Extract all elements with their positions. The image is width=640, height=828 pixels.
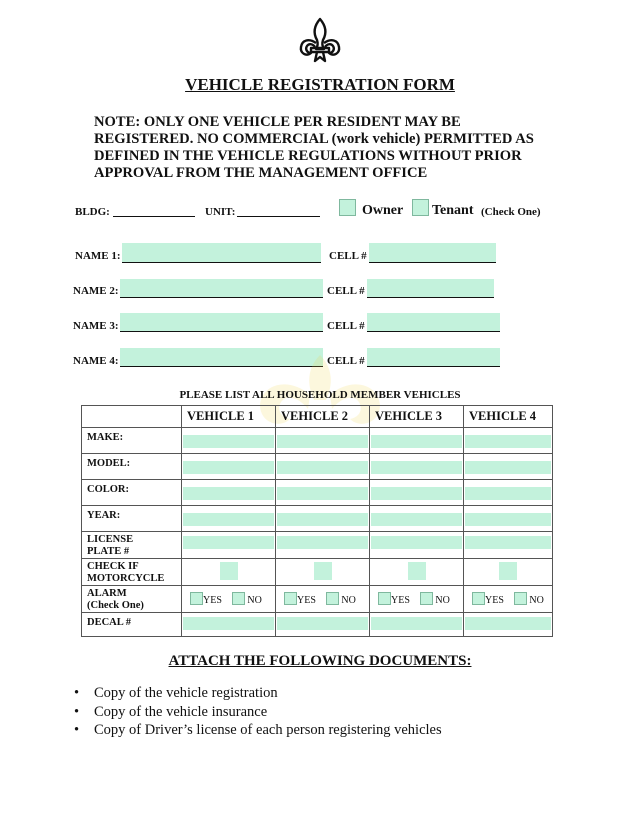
yes-label: YES (297, 595, 316, 606)
color-label: COLOR: (82, 480, 182, 506)
column-header-vehicle-3: VEHICLE 3 (370, 406, 464, 428)
decal-label: DECAL # (82, 613, 182, 637)
alarm-no-checkbox-1[interactable] (232, 592, 245, 605)
cell-3-input[interactable] (367, 313, 500, 332)
alarm-yes-checkbox-2[interactable] (284, 592, 297, 605)
name-2-input[interactable] (120, 279, 323, 298)
owner-label: Owner (362, 203, 404, 218)
alarm-yes-checkbox-3[interactable] (378, 592, 391, 605)
owner-checkbox[interactable] (339, 199, 356, 216)
decal-input-3[interactable] (371, 617, 462, 630)
column-header-vehicle-2: VEHICLE 2 (276, 406, 370, 428)
table-corner (82, 406, 182, 428)
color-input-3[interactable] (371, 487, 462, 500)
license-input-3[interactable] (371, 536, 462, 549)
alarm-yes-checkbox-1[interactable] (190, 592, 203, 605)
cell-2-label: CELL # (327, 285, 365, 297)
cell-1-input[interactable] (369, 243, 496, 263)
license-input-1[interactable] (183, 536, 274, 549)
make-input-2[interactable] (277, 435, 368, 448)
model-input-3[interactable] (371, 461, 462, 474)
cell-4-label: CELL # (327, 355, 365, 367)
decal-input-4[interactable] (465, 617, 551, 630)
no-label: NO (341, 595, 356, 606)
bullet-icon: • (74, 722, 80, 738)
year-input-4[interactable] (465, 513, 551, 526)
model-input-4[interactable] (465, 461, 551, 474)
decal-input-2[interactable] (277, 617, 368, 630)
license-plate-label: LICENSE PLATE # (82, 532, 182, 559)
year-input-3[interactable] (371, 513, 462, 526)
alarm-options-4 (464, 586, 553, 613)
license-input-2[interactable] (277, 536, 368, 549)
alarm-no-checkbox-4[interactable] (514, 592, 527, 605)
yes-label: YES (203, 595, 222, 606)
alarm-options-3 (370, 586, 464, 613)
vehicle-table-title: PLEASE LIST ALL HOUSEHOLD MEMBER VEHICLES (179, 389, 461, 401)
yes-label: YES (391, 595, 410, 606)
decal-input-1[interactable] (183, 617, 274, 630)
fleur-de-lis-icon (297, 16, 343, 64)
make-input-3[interactable] (371, 435, 462, 448)
alarm-options-2 (276, 586, 370, 613)
list-item: • Copy of the vehicle insurance (74, 703, 268, 720)
name-3-input[interactable] (120, 313, 323, 332)
bullet-icon: • (74, 685, 80, 701)
alarm-no-checkbox-2[interactable] (326, 592, 339, 605)
model-input-1[interactable] (183, 461, 274, 474)
name-1-input[interactable] (122, 243, 321, 263)
motorcycle-checkbox-3[interactable] (408, 562, 426, 580)
note-text: NOTE: ONLY ONE VEHICLE PER RESIDENT MAY BE REGISTERED. NO COMMERCIAL (work vehicle) PERMITTED AS DEFINED IN THE VEHICLE REGULATIONS WITHOUT PRIOR APPROVAL FROM THE MANAGEMENT OFFICE (94, 114, 534, 181)
bullet-icon: • (74, 703, 80, 720)
tenant-checkbox[interactable] (412, 199, 429, 216)
year-input-2[interactable] (277, 513, 368, 526)
model-input-2[interactable] (277, 461, 368, 474)
cell-3-label: CELL # (327, 320, 365, 332)
alarm-no-checkbox-3[interactable] (420, 592, 433, 605)
list-item: • Copy of the vehicle registration (74, 685, 278, 701)
color-input-2[interactable] (277, 487, 368, 500)
year-input-1[interactable] (183, 513, 274, 526)
unit-field[interactable] (237, 216, 320, 217)
no-label: NO (435, 595, 450, 606)
list-item: • Copy of Driver’s license of each person registering vehicles (74, 722, 442, 738)
name-2-label: NAME 2: (73, 285, 119, 297)
vehicle-table (81, 405, 553, 637)
bldg-label: BLDG: (75, 206, 110, 218)
tenant-label: Tenant (432, 203, 474, 218)
color-input-1[interactable] (183, 487, 274, 500)
name-1-label: NAME 1: (75, 250, 121, 262)
motorcycle-label: CHECK IF MOTORCYCLE (82, 559, 182, 586)
motorcycle-checkbox-4[interactable] (499, 562, 517, 580)
attach-documents-title: ATTACH THE FOLLOWING DOCUMENTS: (168, 653, 472, 669)
make-label: MAKE: (82, 428, 182, 454)
make-input-4[interactable] (465, 435, 551, 448)
page-title: VEHICLE REGISTRATION FORM (185, 75, 455, 94)
column-header-vehicle-1: VEHICLE 1 (182, 406, 276, 428)
yes-label: YES (485, 595, 504, 606)
alarm-options-1 (182, 586, 276, 613)
alarm-yes-checkbox-4[interactable] (472, 592, 485, 605)
alarm-label: ALARM (Check One) (82, 586, 182, 613)
cell-2-input[interactable] (367, 279, 494, 298)
column-header-vehicle-4: VEHICLE 4 (464, 406, 553, 428)
motorcycle-checkbox-2[interactable] (314, 562, 332, 580)
documents-list (74, 684, 442, 740)
no-label: NO (247, 595, 262, 606)
name-3-label: NAME 3: (73, 320, 119, 332)
cell-1-label: CELL # (329, 250, 367, 262)
color-input-4[interactable] (465, 487, 551, 500)
model-label: MODEL: (82, 454, 182, 480)
check-one-label: (Check One) (481, 206, 541, 218)
no-label: NO (529, 595, 544, 606)
year-label: YEAR: (82, 506, 182, 532)
unit-label: UNIT: (205, 206, 236, 218)
name-4-label: NAME 4: (73, 355, 119, 367)
make-input-1[interactable] (183, 435, 274, 448)
bldg-field[interactable] (113, 216, 195, 217)
license-input-4[interactable] (465, 536, 551, 549)
motorcycle-checkbox-1[interactable] (220, 562, 238, 580)
